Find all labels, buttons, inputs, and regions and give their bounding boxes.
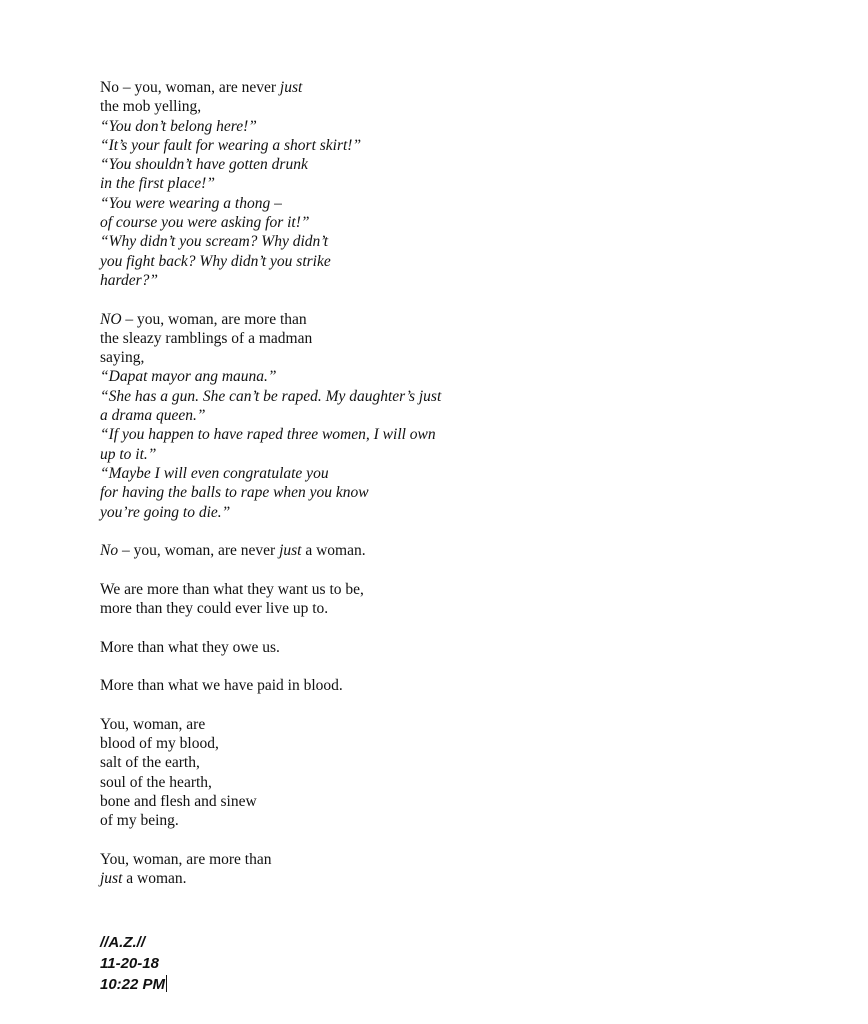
poem-line: [100, 406, 800, 425]
line-text: More than what they owe us.: [100, 638, 280, 656]
italic-text: harder?”: [100, 271, 158, 289]
line-text: More than what we have paid in blood.: [100, 677, 343, 695]
line-text: of my being.: [100, 812, 179, 830]
stanza: [100, 676, 800, 695]
poem-line: [100, 541, 800, 560]
italic-text: NO: [100, 310, 122, 328]
poem-line: [100, 503, 800, 522]
poem-line: [100, 155, 800, 174]
line-text: blood of my blood,: [100, 735, 219, 753]
poem-line: [100, 715, 800, 734]
line-text: – you, woman, are more than: [121, 310, 307, 328]
poem-line: [100, 194, 800, 213]
italic-text: of course you were asking for it!”: [100, 214, 310, 232]
line-text: We are more than what they want us to be,: [100, 580, 364, 598]
line-text: You, woman, are: [100, 715, 206, 733]
line-text: soul of the hearth,: [100, 773, 212, 791]
poem-line: [100, 136, 800, 155]
italic-text: “You don’t belong here!”: [100, 117, 257, 135]
poem-line: [100, 811, 800, 830]
poem-line: [100, 310, 800, 329]
line-text: salt of the earth,: [100, 754, 200, 772]
italic-text: just: [279, 542, 302, 560]
poem-line: [100, 676, 800, 695]
italic-text: up to it.”: [100, 445, 157, 463]
poem-line: [100, 329, 800, 348]
signature-time: 10:22 PM: [100, 976, 166, 993]
italic-text: “You were wearing a thong –: [100, 194, 282, 212]
poem-line: [100, 97, 800, 116]
signature-date: 11-20-18: [100, 955, 159, 972]
line-text: a woman.: [301, 542, 366, 560]
italic-text: “She has a gun. She can’t be raped. My daughter’s just: [100, 387, 442, 405]
italic-text: a drama queen.”: [100, 407, 206, 425]
italic-text: for having the balls to rape when you know: [100, 484, 369, 502]
stanza: [100, 638, 800, 657]
stanza: [100, 78, 800, 290]
poem-line: [100, 464, 800, 483]
stanza: [100, 715, 800, 831]
italic-text: “Dapat mayor ang mauna.”: [100, 368, 277, 386]
stanza: [100, 850, 800, 889]
stanza: [100, 310, 800, 522]
poem-line: [100, 78, 800, 97]
line-text: You, woman, are more than: [100, 850, 272, 868]
poem-line: [100, 445, 800, 464]
poem-line: [100, 599, 800, 618]
italic-text: just: [279, 79, 303, 96]
poem-line: [100, 773, 800, 792]
line-text: bone and flesh and sinew: [100, 792, 257, 810]
line-text: more than they could ever live up to.: [100, 600, 329, 618]
poem-line: [100, 271, 800, 290]
line-text: No – you, woman, are never: [100, 79, 280, 96]
poem-line: [100, 850, 800, 869]
poem-body: [100, 78, 800, 888]
line-text: saying,: [100, 349, 145, 367]
line-text: the mob yelling,: [100, 98, 202, 116]
poem-line: [100, 753, 800, 772]
poem-line: [100, 174, 800, 193]
italic-text: “If you happen to have raped three women, I will own: [100, 426, 436, 444]
poem-line: [100, 367, 800, 386]
poem-line: [100, 387, 800, 406]
poem-line: [100, 213, 800, 232]
poem-line: [100, 425, 800, 444]
italic-text: “It’s your fault for wearing a short skirt!”: [100, 136, 362, 154]
poem-line: [100, 869, 800, 888]
poem-line: [100, 252, 800, 271]
stanza: [100, 580, 800, 619]
italic-text: “Why didn’t you scream? Why didn’t: [100, 233, 329, 251]
italic-text: you fight back? Why didn’t you strike: [100, 252, 331, 270]
line-text: the sleazy ramblings of a madman: [100, 329, 313, 347]
line-text: a woman.: [122, 870, 187, 888]
italic-text: in the first place!”: [100, 175, 215, 193]
italic-text: you’re going to die.”: [100, 503, 231, 521]
poem-line: [100, 483, 800, 502]
italic-text: “Maybe I will even congratulate you: [100, 464, 329, 482]
italic-text: No: [100, 542, 119, 560]
signature-time-line: [100, 974, 167, 995]
poem-line: [100, 117, 800, 136]
poem-line: [100, 638, 800, 657]
signature-initials: //A.Z.//: [100, 934, 145, 951]
poem-line: [100, 232, 800, 251]
line-text: – you, woman, are never: [118, 542, 280, 560]
stanza: [100, 541, 800, 560]
poem-line: [100, 348, 800, 367]
italic-text: just: [100, 870, 123, 888]
italic-text: “You shouldn’t have gotten drunk: [100, 156, 308, 174]
text-cursor: [166, 975, 167, 992]
poem-line: [100, 734, 800, 753]
poem-line: [100, 792, 800, 811]
signature-block: [100, 932, 167, 995]
poem-line: [100, 580, 800, 599]
